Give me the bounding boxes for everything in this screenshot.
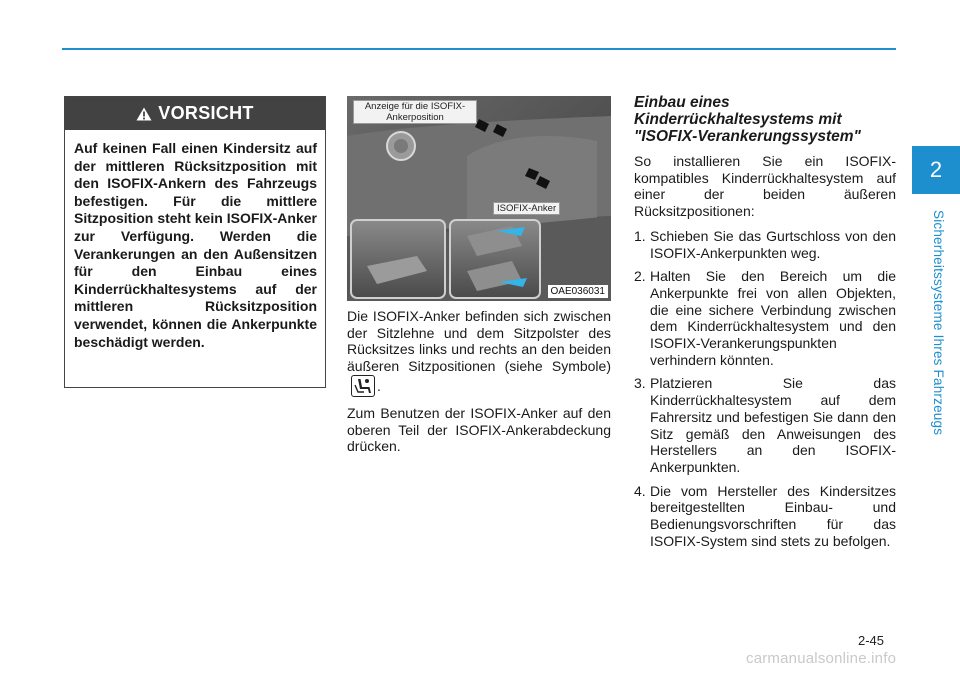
child-seat-icon [351,375,375,397]
location-text: Die ISOFIX-Anker befinden sich zwischen der Sitzlehne und dem Sitzpolster des Rücksitzes links und rechts an den beiden äußeren Sitzpositionen (siehe Symbole) [347,308,611,375]
watermark: carmanualsonline.info [746,650,897,667]
list-item: 4. Die vom Hersteller des Kindersitzes bereitgestellten Einbau- und Bedienungsvorschriften für das ISOFIX-System sind stets zu befolgen. [634,482,896,549]
section-heading: Einbau eines Kinderrückhaltesystems mit "ISOFIX-Verankerungssystem" [634,94,861,145]
location-text-end: . [377,377,381,394]
indicator-callout: Anzeige für die ISOFIX-Ankerposition [353,100,477,124]
installation-steps [634,228,896,550]
page-number: 2-45 [858,633,885,648]
installation-section [634,94,896,556]
chapter-title: Sicherheitssysteme Ihres Fahrzeugs [931,210,946,436]
caution-text: Auf keinen Fall einen Kindersitz auf der mittleren Rücksitzposition mit den ISOFIX-Ankern des Fahrzeugs befestigen. Für die mittlere Sitzposition steht kein ISOFIX-Anker zur Verfügung. Werden die Verankerungen an den Außensitzen für den Einbau eines Kinderrückhaltesystems auf der mittleren Rücksitzposition verwendet, können die Ankerpunkte beschädigt werden. [74,140,317,350]
caution-box [64,96,326,388]
list-item: 3. Platzieren Sie das Kinderrückhaltesystem auf dem Fahrersitz und befestigen Sie dann den Sitz gemäß den Anweisungen des Herstellers an den ISOFIX-Ankerpunkten. [634,375,896,475]
caution-header [65,97,325,130]
header-rule [62,48,896,50]
caution-heading: VORSICHT [158,103,254,123]
figure-code: OAE036031 [548,285,609,298]
list-item: 1. Schieben Sie das Gurtschloss von den ISOFIX-Ankerpunkten weg. [634,227,896,261]
chapter-number: 2 [929,157,943,182]
usage-paragraph: Zum Benutzen der ISOFIX-Anker auf den oberen Teil der ISOFIX-Ankerabdeckung drücken. [347,404,611,455]
seat-illustration [347,96,611,301]
warning-icon [136,107,152,121]
list-item: 2. Halten Sie den Bereich um die Ankerpunkte frei von allen Objekten, die eine sichere Verbindung zwischen dem Kinderrückhaltesystem und den ISOFIX-Verankerungspunkten verhindern könnten. [634,268,896,368]
anchor-callout: ISOFIX-Anker [493,202,560,215]
isofix-location-text [347,308,611,463]
chapter-tab[interactable] [912,146,960,194]
isofix-figure [347,96,611,301]
section-intro: So installieren Sie ein ISOFIX-kompatibles Kinderrückhaltesystem auf einer der beiden äußeren Rücksitzpositionen: [634,153,896,220]
location-paragraph [347,308,611,397]
